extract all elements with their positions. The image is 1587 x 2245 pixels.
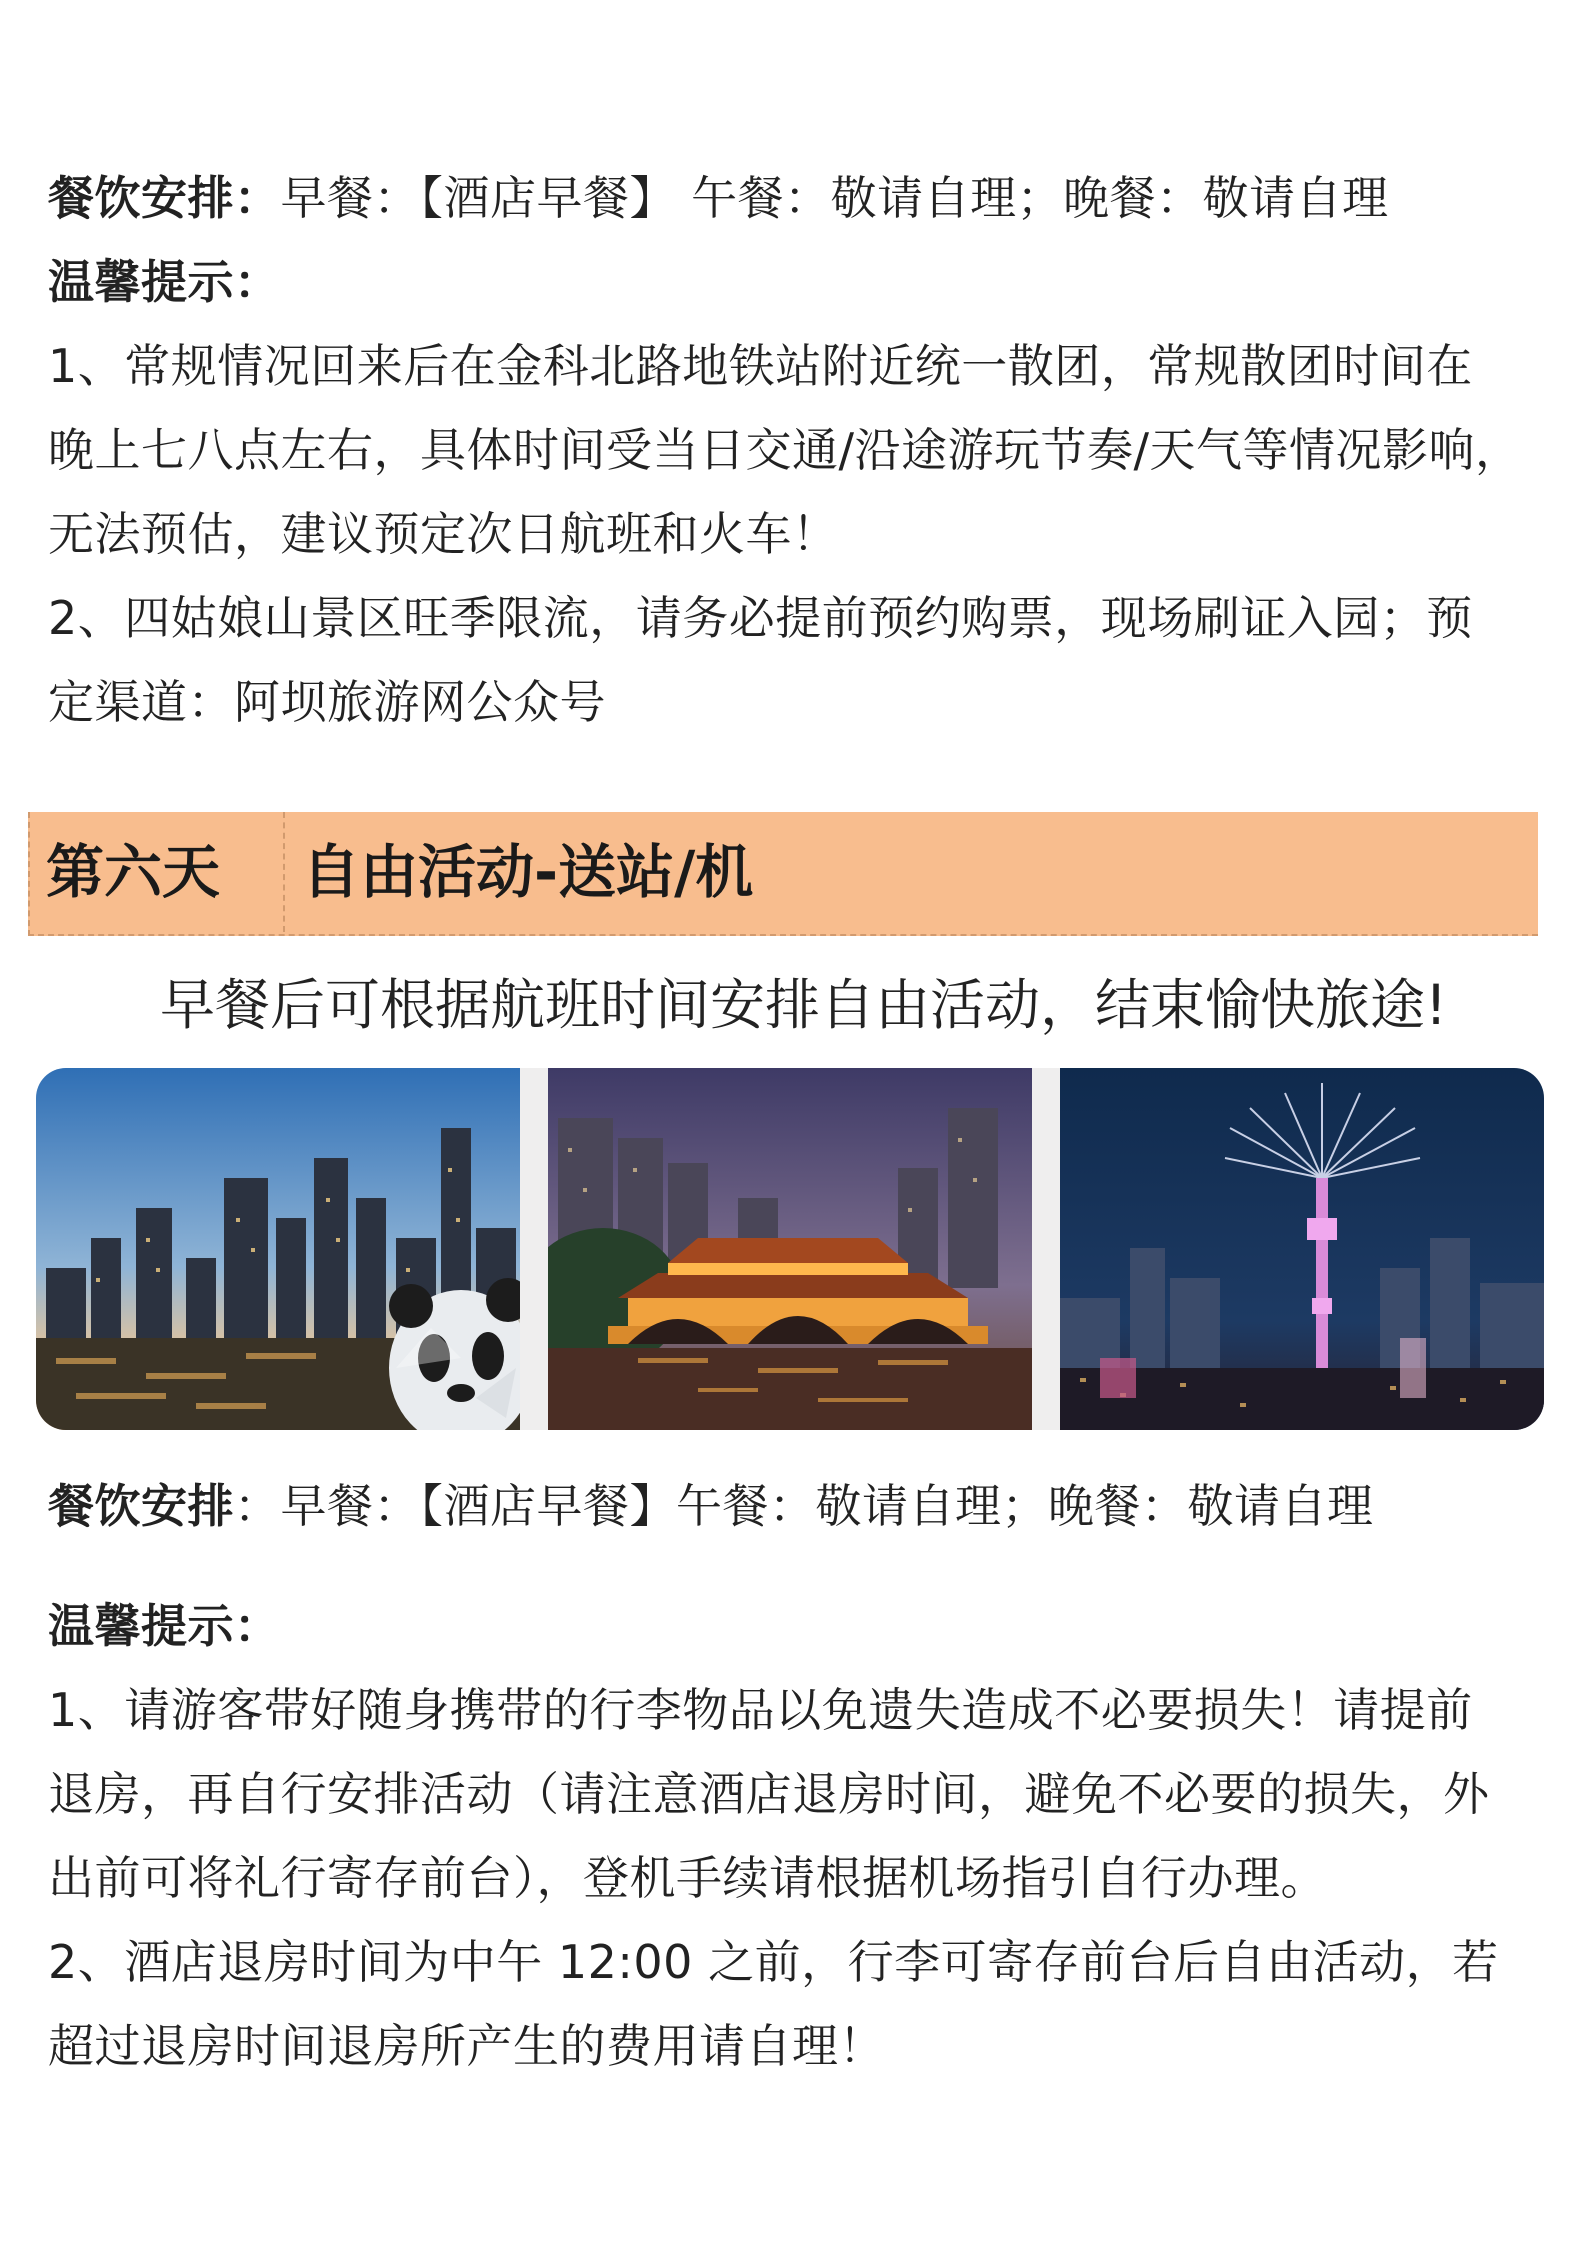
tips-line: 2、酒店退房时间为中午 12:00 之前，行李可寄存前台后自由活动，若	[48, 1935, 1499, 1989]
tips-line: 无法预估，建议预定次日航班和火车！	[48, 507, 839, 561]
city-skyline-photo	[36, 1068, 520, 1430]
tips-line: 晚上七八点左右，具体时间受当日交通/沿途游玩节奏/天气等情况影响，	[48, 423, 1522, 477]
tips-line: 定渠道：阿坝旅游网公众号	[48, 675, 606, 729]
day-number: 第六天	[46, 838, 221, 906]
tips-heading-1: 温馨提示：	[48, 255, 281, 309]
banner-divider	[283, 812, 285, 932]
meals-label: 餐饮安排：	[48, 171, 281, 225]
photo-strip	[36, 1068, 1544, 1430]
tower-fireworks-photo	[1060, 1068, 1544, 1430]
bridge-night-photo	[548, 1068, 1032, 1430]
day-title: 自由活动-送站/机	[302, 838, 754, 906]
tips-line: 2、四姑娘山景区旺季限流，请务必提前预约购票，现场刷证入园；预	[48, 591, 1473, 645]
meals-text: ：早餐：【酒店早餐】午餐：敬请自理；晚餐：敬请自理	[234, 1479, 1374, 1533]
tips-heading-2: 温馨提示：	[48, 1599, 281, 1653]
meals-text: 早餐：【酒店早餐】 午餐：敬请自理；晚餐：敬请自理	[280, 171, 1389, 225]
tips-line: 1、常规情况回来后在金科北路地铁站附近统一散团，常规散团时间在	[48, 339, 1473, 393]
meals-line-2	[48, 1464, 1547, 1548]
meals-line-1	[48, 156, 1547, 240]
day-banner	[28, 812, 1538, 936]
meals-label: 餐饮安排	[48, 1479, 234, 1533]
tips-line: 1、请游客带好随身携带的行李物品以免遗失造成不必要损失！请提前	[48, 1683, 1473, 1737]
day-intro: 早餐后可根据航班时间安排自由活动，结束愉快旅途!	[160, 973, 1448, 1037]
tips-line: 出前可将礼行寄存前台），登机手续请根据机场指引自行办理。	[48, 1851, 1327, 1905]
tips-line: 退房，再自行安排活动（请注意酒店退房时间，避免不必要的损失，外	[48, 1767, 1490, 1821]
tips-line: 超过退房时间退房所产生的费用请自理！	[48, 2019, 885, 2073]
